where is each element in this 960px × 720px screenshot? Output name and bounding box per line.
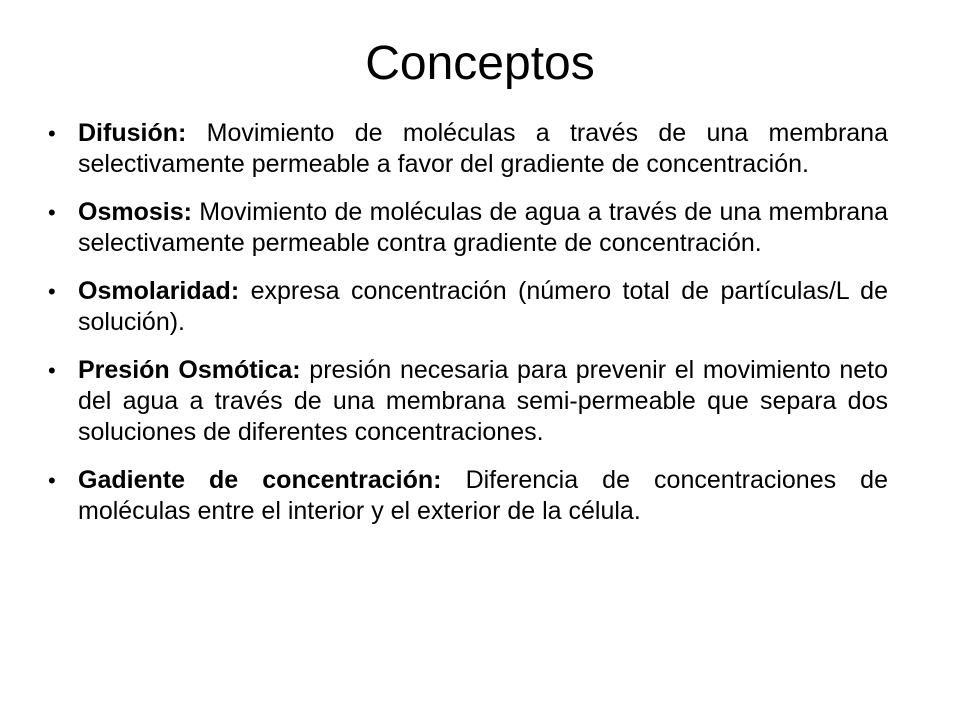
concept-term: Gadiente de concentración: [78,466,442,494]
concept-definition: expresa concentración (número total de partículas/L de solución). [78,277,888,336]
concept-definition: Movimiento de moléculas de agua a través de una membrana selectivamente permeable contra gradiente de concentración. [78,198,889,257]
bullet-icon: • [48,200,56,225]
concept-item-osmosis [48,197,888,259]
concept-term: Osmosis: [78,198,192,226]
slide-title: Conceptos [365,37,595,90]
bullet-icon: • [48,468,56,493]
concept-item-presion-osmotica [48,355,888,448]
concept-term: Difusión: [78,119,187,147]
concept-definition: Diferencia de concentraciones de moléculas entre el interior y el exterior de la célula. [78,466,888,525]
concept-list [48,118,888,544]
concept-item-gradiente [48,465,888,527]
concept-definition: Movimiento de moléculas a través de una membrana selectivamente permeable a favor del gradiente de concentración. [78,119,888,178]
bullet-icon: • [48,279,56,304]
bullet-icon: • [48,358,56,383]
concept-term: Presión Osmótica: [78,356,301,384]
bullet-icon: • [48,121,56,146]
concept-definition: presión necesaria para prevenir el movimiento neto del agua a través de una membrana semi-permeable que separa dos soluciones de diferentes concentraciones. [78,356,888,446]
concept-item-difusion [48,118,888,180]
concept-item-osmolaridad [48,276,888,338]
concept-term: Osmolaridad: [78,277,240,305]
